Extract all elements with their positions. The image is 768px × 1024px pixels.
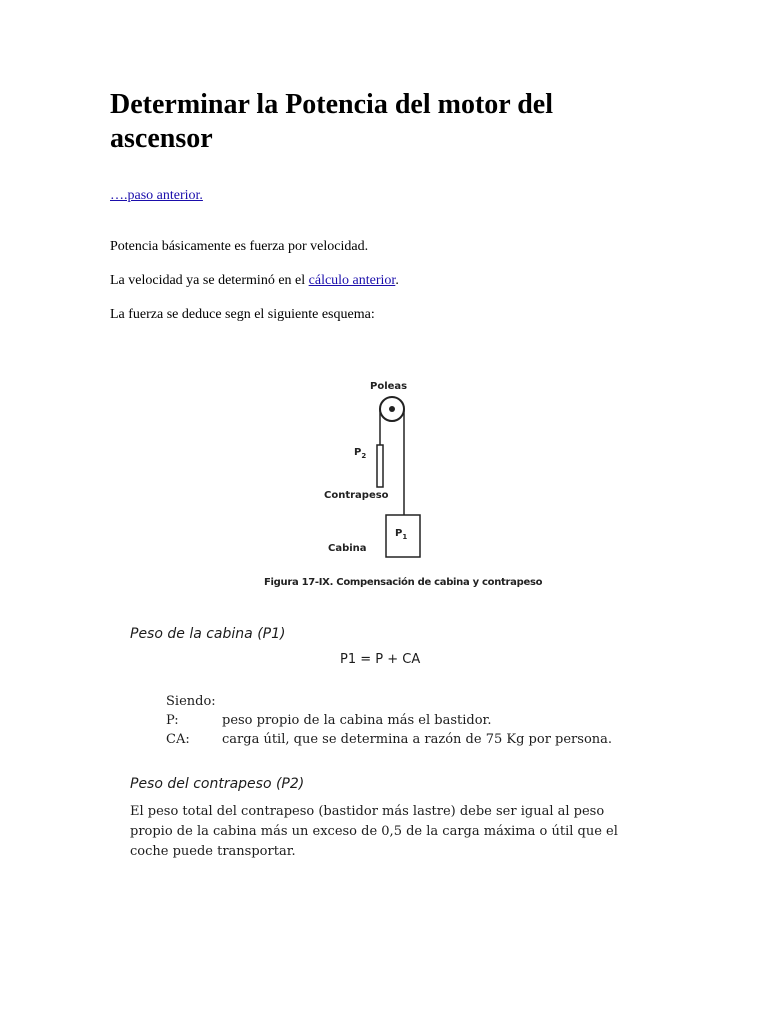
paragraph-velocidad-text: La velocidad ya se determinó en el	[110, 273, 309, 288]
definition-ca-value: carga útil, que se determina a razón de 75 Kg por persona.	[222, 732, 613, 747]
label-cabina: Cabina	[328, 543, 367, 554]
counterweight-block	[377, 445, 383, 487]
label-p2	[354, 447, 366, 460]
paragraph-contrapeso: El peso total del contrapeso (bastidor más lastre) debe ser igual al peso propio de la cabina más un exceso de 0,5 de la carga máxima o útil que el coche puede transportar.	[130, 804, 618, 859]
definition-p-value: peso propio de la cabina más el bastidor.	[222, 713, 492, 728]
label-p2-sub: 2	[361, 452, 367, 460]
previous-step-link[interactable]: ….paso anterior.	[110, 188, 203, 203]
label-poleas: Poleas	[370, 381, 408, 392]
paragraph-potencia: Potencia básicamente es fuerza por velocidad.	[110, 239, 369, 254]
definition-p	[166, 711, 612, 730]
pulley-diagram	[320, 375, 530, 595]
label-p1-letter: P	[395, 528, 403, 539]
definitions	[166, 692, 612, 749]
pulley-hub	[389, 406, 395, 412]
paragraph-fuerza: La fuerza se deduce segn el siguiente esquema:	[110, 307, 375, 322]
heading-peso-contrapeso: Peso del contrapeso (P2)	[130, 776, 305, 792]
definition-ca	[166, 730, 612, 749]
page-title: Determinar la Potencia del motor del ascensor	[110, 89, 553, 154]
paragraph-velocidad-end: .	[395, 273, 399, 288]
label-p2-letter: P	[354, 447, 362, 458]
heading-peso-cabina: Peso de la cabina (P1)	[130, 626, 286, 642]
definition-p-key: P:	[166, 713, 179, 728]
definition-ca-key: CA:	[166, 732, 190, 747]
siendo-label: Siendo:	[166, 694, 216, 709]
formula-p1: P1 = P + CA	[340, 652, 421, 667]
paragraph-velocidad	[110, 272, 399, 290]
label-p1	[395, 528, 407, 541]
figure-caption: Figura 17-IX. Compensación de cabina y contrapeso	[264, 577, 543, 588]
calculo-anterior-link[interactable]: cálculo anterior	[308, 273, 396, 288]
label-contrapeso: Contrapeso	[324, 490, 389, 501]
article	[110, 88, 670, 322]
label-p1-sub: 1	[402, 533, 408, 541]
